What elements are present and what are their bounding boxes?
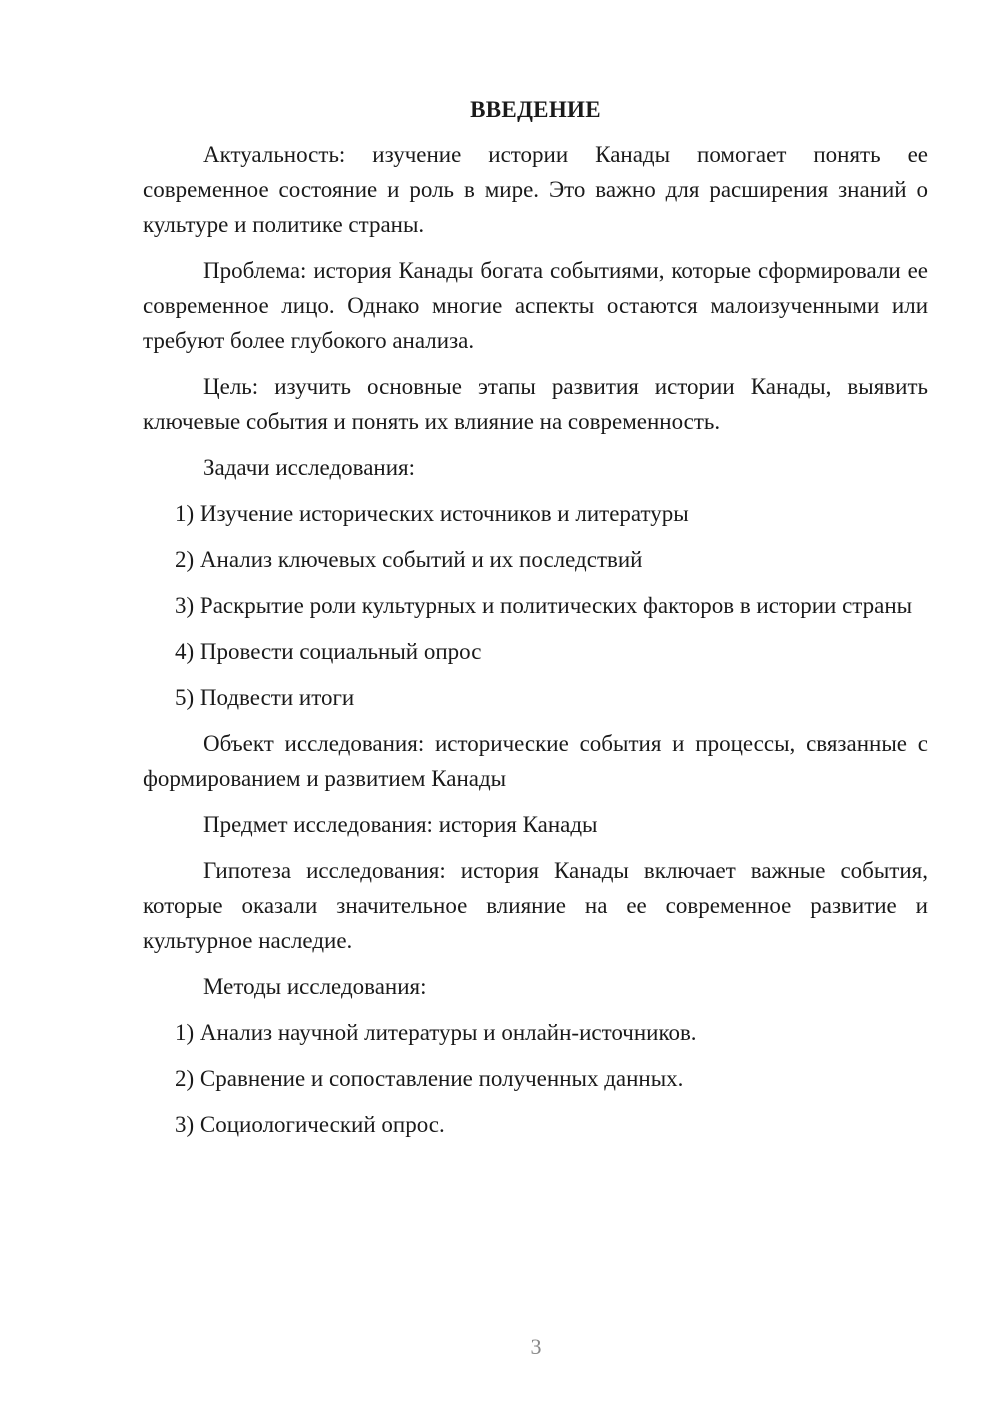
page-content	[143, 92, 928, 1153]
method-item: 3) Социологический опрос.	[175, 1112, 445, 1137]
method-item: 2) Сравнение и сопоставление полученных данных.	[175, 1066, 684, 1091]
task-item: 2) Анализ ключевых событий и их последствий	[175, 547, 643, 572]
task-item: 1) Изучение исторических источников и литературы	[175, 501, 689, 526]
section-heading: ВВЕДЕНИЕ	[470, 97, 601, 122]
methods-title: Методы исследования:	[203, 974, 427, 999]
hypothesis-paragraph: Гипотеза исследования: история Канады включает важные события, которые оказали значительное влияние на ее современное развитие и культурное наследие.	[143, 858, 928, 953]
subject-paragraph: Предмет исследования: история Канады	[203, 812, 598, 837]
task-item: 3) Раскрытие роли культурных и политических факторов в истории страны	[175, 593, 913, 618]
problem-paragraph: Проблема: история Канады богата событиями, которые сформировали ее современное лицо. Однако многие аспекты остаются малоизученными или требуют более глубокого анализа.	[143, 258, 928, 353]
goal-paragraph: Цель: изучить основные этапы развития истории Канады, выявить ключевые события и понять их влияние на современность.	[143, 374, 928, 434]
page-number: 3	[530, 1334, 542, 1359]
task-item: 5) Подвести итоги	[175, 685, 355, 710]
object-paragraph: Объект исследования: исторические события и процессы, связанные с формированием и развитием Канады	[143, 731, 928, 791]
method-item: 1) Анализ научной литературы и онлайн-источников.	[175, 1020, 697, 1045]
relevance-paragraph: Актуальность: изучение истории Канады помогает понять ее современное состояние и роль в мире. Это важно для расширения знаний о культуре и политике страны.	[143, 142, 928, 237]
tasks-title: Задачи исследования:	[203, 455, 416, 480]
task-item: 4) Провести социальный опрос	[175, 639, 482, 664]
